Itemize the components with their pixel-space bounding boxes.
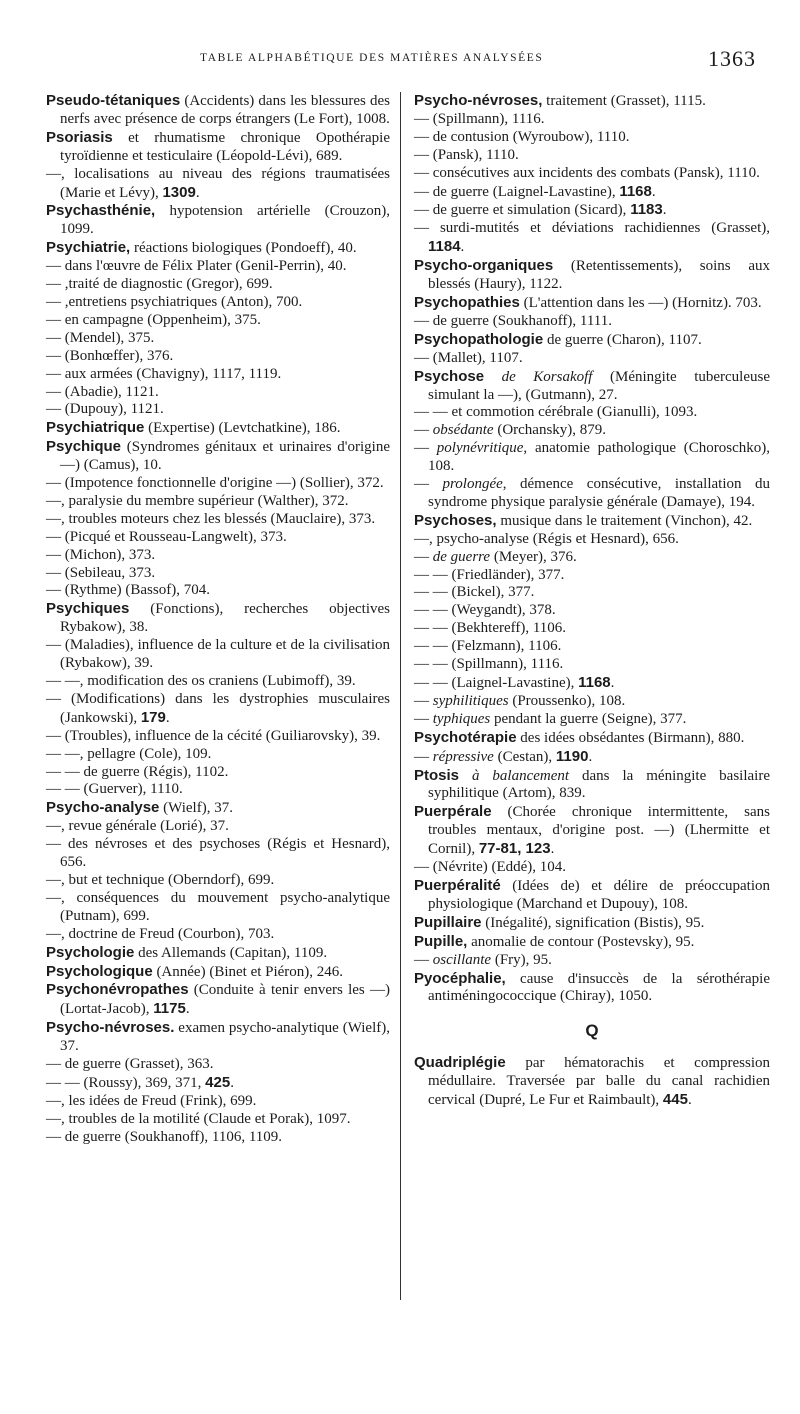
entry-text: et rhumatisme chronique Opothérapie tyroïdienne et testiculaire (Léopold-Lévi), 689. <box>60 129 390 164</box>
index-entry <box>414 549 770 567</box>
index-entry <box>414 220 770 257</box>
entry-term: Quadriplégie <box>414 1054 506 1072</box>
index-entry <box>414 803 770 859</box>
index-entry <box>414 567 770 585</box>
index-entry <box>46 981 390 1019</box>
entry-text: — <box>414 710 433 727</box>
index-entry <box>414 512 770 531</box>
index-entry <box>414 970 770 1007</box>
entry-strong: 1168 <box>619 182 652 200</box>
index-entry <box>46 872 390 890</box>
index-entry <box>46 926 390 944</box>
entry-term: Ptosis <box>414 766 460 784</box>
entry-text: anomalie de contour (Postevsky), 95. <box>467 933 695 950</box>
index-entry <box>46 746 390 764</box>
entry-text: de guerre (Charon), 1107. <box>543 331 702 348</box>
entry-text: (Année) (Binet et Piéron), 246. <box>152 963 344 980</box>
entry-text: —, psycho-analyse (Régis et Hesnard), 656. <box>414 530 679 547</box>
index-entry <box>46 166 390 203</box>
entry-text: — — (Laignel-Lavastine), <box>414 675 579 691</box>
index-entry <box>46 637 390 673</box>
entry-text: —, but et technique (Oberndorf), 699. <box>46 871 275 888</box>
right-column <box>414 92 770 1110</box>
index-entry <box>414 92 770 111</box>
entry-text: —, revue générale (Lorié), 37. <box>46 818 229 835</box>
entry-term: Puerpérale <box>414 803 492 821</box>
entry-strong: 1309 <box>162 183 196 201</box>
entry-italic: obsédante <box>432 422 494 439</box>
index-entry <box>46 438 390 475</box>
entry-tail: . <box>687 1092 692 1109</box>
right-column-after-entries <box>414 1054 770 1110</box>
entry-text: — — et commotion cérébrale (Gianulli), 1093. <box>414 404 698 421</box>
entry-strong: 1190 <box>555 747 589 765</box>
index-entry <box>414 1054 770 1110</box>
entry-text: —, localisations au niveau des régions traumatisées (Marie et Lévy), <box>46 165 390 201</box>
entry-text: — —, pellagre (Cole), 109. <box>46 745 212 762</box>
entry-tail: dans la méningite basilaire syphilitique (Artom), 839. <box>428 767 770 802</box>
index-entry <box>414 952 770 970</box>
index-entry <box>414 674 770 693</box>
entry-strong: 445 <box>662 1091 688 1109</box>
entry-text: — <box>414 951 433 968</box>
entry-italic: à balancement <box>471 767 570 784</box>
entry-text: — (Impotence fonctionnelle d'origine —) (Sollier), 372. <box>46 475 384 492</box>
entry-text: hypotension artérielle (Crouzon), 1099. <box>60 203 390 238</box>
index-entry <box>414 638 770 656</box>
page-number: 1363 <box>708 46 756 71</box>
right-column-entries <box>414 92 770 1006</box>
index-entry <box>46 547 390 565</box>
entry-text: — de guerre (Grasset), 363. <box>46 1056 214 1073</box>
index-entry <box>414 620 770 638</box>
entry-tail: (Orchansky), 879. <box>493 422 607 439</box>
index-entry <box>46 799 390 818</box>
entry-tail: . <box>662 202 667 219</box>
entry-text: — — (Felzmann), 1106. <box>414 638 562 655</box>
entry-italic: prolongée <box>442 476 503 493</box>
entry-text: — en campagne (Oppenheim), 375. <box>46 311 261 328</box>
entry-term: Psychiatrique <box>46 419 145 437</box>
index-entry <box>414 368 770 405</box>
index-entry <box>414 877 770 914</box>
index-entry <box>46 511 390 529</box>
entry-text: (Inégalité), signification (Bistis), 95. <box>481 914 705 931</box>
index-entry <box>46 401 390 419</box>
entry-italic: syphilitiques <box>432 692 509 709</box>
left-column <box>46 92 390 1147</box>
entry-text: —, les idées de Freud (Frink), 699. <box>46 1092 257 1109</box>
index-entry <box>414 350 770 368</box>
index-entry <box>46 258 390 276</box>
entry-text: — surdi-mutités et déviations rachidiennes (Grasset), <box>414 220 770 237</box>
entry-text: — des névroses et des psychoses (Régis et Hesnard), 656. <box>46 836 390 871</box>
entry-term: Psychoses, <box>414 511 497 529</box>
entry-text: réactions biologiques (Pondoeff), 40. <box>130 240 357 257</box>
entry-strong: 77-81, 123 <box>478 840 551 858</box>
index-entry <box>46 963 390 982</box>
entry-text: des idées obsédantes (Birmann), 880. <box>516 729 745 746</box>
entry-text: (Wielf), 37. <box>159 800 233 817</box>
entry-text: — (Spillmann), 1116. <box>414 110 545 127</box>
index-entry <box>46 836 390 872</box>
index-entry <box>414 331 770 350</box>
entry-tail: . <box>185 1001 190 1018</box>
entry-text: des Allemands (Capitan), 1109. <box>134 944 328 961</box>
entry-text: (Expertise) (Levtchatkine), 186. <box>144 420 341 437</box>
entry-term: Pseudo-tétaniques <box>46 92 181 109</box>
entry-text: — (Mendel), 375. <box>46 329 155 346</box>
entry-text <box>484 369 502 385</box>
entry-text: — — (Bekhtereff), 1106. <box>414 620 567 637</box>
index-entry <box>414 767 770 804</box>
entry-text: (L'attention dans les —) (Hornitz). 703. <box>519 294 762 311</box>
entry-tail: , démence consécutive, installation du syndrome physique paralysie générale (Damaye), 194. <box>428 476 770 510</box>
entry-text: — — (Spillmann), 1116. <box>414 656 564 673</box>
entry-text: traitement (Grasset), 1115. <box>542 93 706 109</box>
entry-text: —, troubles de la motilité (Claude et Porak), 1097. <box>46 1110 351 1127</box>
entry-text: — (Dupouy), 1121. <box>46 401 164 418</box>
entry-term: Pupillaire <box>414 913 482 931</box>
entry-text: — <box>414 748 433 765</box>
index-entry <box>46 276 390 294</box>
entry-text: — ,traité de diagnostic (Gregor), 699. <box>46 276 273 293</box>
index-entry <box>46 818 390 836</box>
entry-tail: (Meyer), 376. <box>490 548 577 565</box>
column-divider <box>400 92 401 1300</box>
running-title: TABLE ALPHABÉTIQUE DES MATIÈRES ANALYSÉES <box>200 52 544 64</box>
entry-text: — (Abadie), 1121. <box>46 383 159 400</box>
entry-tail: . <box>460 239 465 256</box>
index-entry <box>46 475 390 493</box>
entry-text: (Fonctions), recherches objectives Rybakow), 38. <box>60 601 390 636</box>
index-entry <box>46 384 390 402</box>
index-entry <box>414 656 770 674</box>
index-entry <box>414 693 770 711</box>
entry-text: par hématorachis et compression médullaire. Traversée par balle du canal rachidien cervical (Dupré, Le Fur et Raimbault), <box>428 1055 770 1109</box>
entry-strong: 425 <box>205 1073 231 1091</box>
entry-text: (Conduite à tenir envers les —) (Lortat-Jacob), <box>60 982 390 1018</box>
entry-tail: . <box>610 675 615 691</box>
index-entry <box>46 92 390 129</box>
entry-text: — <box>414 476 443 493</box>
entry-text: — —, modification des os craniens (Lubimoff), 39. <box>46 673 356 689</box>
index-entry <box>46 239 390 258</box>
entry-text: — — (Friedländer), 377. <box>414 566 565 583</box>
page-header <box>0 22 800 71</box>
entry-text <box>459 768 472 784</box>
entry-text: (Accidents) dans les blessures des nerfs avec présence de corps étrangers (Le Fort), 1008. <box>60 93 390 127</box>
entry-text: — (Modifications) dans les dystrophies musculaires (Jankowski), <box>46 690 390 726</box>
index-entry <box>414 294 770 313</box>
index-entry <box>46 312 390 330</box>
entry-tail: , anatomie pathologique (Choroschko), 108. <box>428 440 771 475</box>
entry-term: Pyocéphalie, <box>414 969 506 987</box>
index-entry <box>46 419 390 438</box>
index-entry <box>414 476 770 512</box>
entry-text: — <box>414 422 433 439</box>
entry-italic: oscillante <box>432 951 492 968</box>
index-entry <box>46 1129 390 1147</box>
entry-text: (Idées de) et délire de préoccupation physiologique (Marchand et Dupouy), 108. <box>428 877 770 912</box>
entry-text: —, conséquences du mouvement psycho-analytique (Putnam), 699. <box>46 889 390 924</box>
entry-text: — — (Weygandt), 378. <box>414 602 556 619</box>
entry-tail: . <box>165 709 170 726</box>
entry-text: — — (Guerver), 1110. <box>46 781 183 798</box>
entry-term: Psychiques <box>46 600 130 618</box>
entry-text: — — (Roussy), 369, 371, <box>46 1074 206 1091</box>
entry-text: — de guerre (Laignel-Lavastine), <box>414 183 620 200</box>
index-entry <box>46 529 390 547</box>
entry-text: — (Michon), 373. <box>46 546 156 563</box>
entry-italic: typhiques <box>432 710 491 727</box>
index-entry <box>46 1019 390 1056</box>
entry-tail: (Cestan), <box>493 748 556 765</box>
entry-text: — (Picqué et Rousseau-Langwelt), 373. <box>46 528 287 545</box>
entry-text: — de guerre (Soukhanoff), 1106, 1109. <box>46 1128 283 1145</box>
index-entry <box>46 582 390 600</box>
index-entry <box>414 257 770 294</box>
index-entry <box>414 165 770 183</box>
index-entry <box>414 729 770 748</box>
entry-text: (Syndromes génitaux et urinaires d'origine —) (Camus), 10. <box>60 439 390 474</box>
entry-strong: 1183 <box>630 201 663 219</box>
entry-term: Psychiatrie, <box>46 239 131 257</box>
index-entry <box>414 602 770 620</box>
entry-italic: de guerre <box>432 548 491 565</box>
index-entry <box>46 348 390 366</box>
index-entry <box>46 1074 390 1093</box>
entry-term: Psychonévropathes <box>46 981 189 999</box>
entry-text: —, doctrine de Freud (Courbon), 703. <box>46 925 275 942</box>
entry-text: — (Troubles), influence de la cécité (Guiliarovsky), 39. <box>46 727 381 744</box>
entry-term: Puerpéralité <box>414 876 501 894</box>
index-entry <box>414 584 770 602</box>
entry-strong: 1168 <box>578 674 611 691</box>
entry-text: — dans l'œuvre de Félix Plater (Genil-Perrin), 40. <box>46 258 347 275</box>
index-entry <box>414 531 770 549</box>
index-entry <box>414 201 770 220</box>
entry-text: —, paralysie du membre supérieur (Walther), 372. <box>46 492 349 509</box>
section-letter: Q <box>585 1021 599 1041</box>
entry-text: — — de guerre (Régis), 1102. <box>46 763 229 780</box>
entry-italic: polynévritique <box>436 440 524 457</box>
index-entry <box>414 147 770 165</box>
entry-term: Psychologique <box>46 962 153 980</box>
index-entry <box>414 422 770 440</box>
index-entry <box>46 890 390 926</box>
entry-term: Psychologie <box>46 943 135 961</box>
entry-text: (Retentissements), soins aux blessés (Haury), 1122. <box>428 258 770 293</box>
entry-italic: répressive <box>432 748 494 765</box>
index-entry <box>414 183 770 202</box>
entry-text: — (Névrite) (Eddé), 104. <box>414 859 567 876</box>
entry-tail: pendant la guerre (Seigne), 377. <box>490 710 687 727</box>
index-entry <box>46 764 390 782</box>
entry-tail: (Méningite tuberculeuse simulant la —), (Gutmann), 27. <box>428 368 770 403</box>
index-entry <box>46 944 390 963</box>
entry-text: — de contusion (Wyroubow), 1110. <box>414 128 630 145</box>
entry-term: Psychose <box>414 367 485 385</box>
entry-term: Psychotérapie <box>414 728 517 746</box>
entry-text: — de guerre et simulation (Sicard), <box>414 202 631 219</box>
entry-term: Psycho-organiques <box>414 257 554 275</box>
entry-text: — <box>414 548 433 565</box>
entry-strong: 1175 <box>153 1000 186 1018</box>
entry-text: examen psycho-analytique (Wielf), 37. <box>60 1020 390 1055</box>
index-entry <box>46 691 390 728</box>
entry-text: — <box>414 692 433 709</box>
index-entry <box>46 1111 390 1129</box>
entry-term: Psychopathologie <box>414 330 544 348</box>
index-entry <box>46 202 390 239</box>
entry-text: musique dans le traitement (Vinchon), 42. <box>496 512 753 529</box>
index-entry <box>414 440 770 476</box>
entry-strong: 1184 <box>428 238 461 256</box>
index-entry <box>414 859 770 877</box>
index-entry <box>46 294 390 312</box>
entry-term: Psycho-névroses, <box>414 92 543 109</box>
index-entry <box>414 914 770 933</box>
index-entry <box>414 129 770 147</box>
index-entry <box>46 673 390 691</box>
entry-tail: . <box>195 184 200 201</box>
entry-text: — aux armées (Chavigny), 1117, 1119. <box>46 365 282 382</box>
index-entry <box>414 711 770 729</box>
entry-term: Pupille, <box>414 932 468 950</box>
index-entry <box>414 313 770 331</box>
index-entry <box>46 600 390 637</box>
entry-text: — consécutives aux incidents des combats (Pansk), 1110. <box>414 164 760 181</box>
index-entry <box>46 1093 390 1111</box>
index-entry <box>46 129 390 166</box>
entry-tail: (Proussenko), 108. <box>508 692 626 709</box>
entry-text: — (Rythme) (Bassof), 704. <box>46 582 210 599</box>
entry-term: Psycho-analyse <box>46 799 160 817</box>
entry-term: Psycho-névroses. <box>46 1019 175 1037</box>
entry-text: — ,entretiens psychiatriques (Anton), 700. <box>46 293 303 310</box>
entry-tail: . <box>651 183 656 200</box>
entry-tail: . <box>550 841 555 858</box>
entry-text: — (Sebileau, 373. <box>46 564 156 581</box>
index-entry <box>46 1056 390 1074</box>
entry-text: — de guerre (Soukhanoff), 1111. <box>414 312 613 329</box>
entry-italic: de Korsakoff <box>501 368 593 385</box>
entry-text: — — (Bickel), 377. <box>414 584 535 601</box>
entry-term: Psoriasis <box>46 128 113 146</box>
index-entry <box>414 933 770 952</box>
entry-tail2: . <box>588 748 593 765</box>
entry-tail: (Fry), 95. <box>491 951 552 968</box>
index-entry <box>46 493 390 511</box>
index-entry <box>46 565 390 583</box>
entry-strong: 179 <box>140 708 166 726</box>
index-entry <box>414 111 770 129</box>
entry-tail: . <box>230 1074 234 1091</box>
index-entry <box>46 330 390 348</box>
entry-text: —, troubles moteurs chez les blessés (Mauclaire), 373. <box>46 510 376 527</box>
entry-text: (Chorée chronique intermittente, sans troubles mentaux, d'origine post. —) (Lhermitte et Cornil), <box>428 804 770 858</box>
index-entry <box>46 366 390 384</box>
entry-text: — (Pansk), 1110. <box>414 146 519 163</box>
entry-text: — <box>414 440 437 457</box>
entry-term: Psychopathies <box>414 293 520 311</box>
index-entry <box>46 781 390 799</box>
index-entry <box>414 404 770 422</box>
entry-text: cause d'insuccès de la sérothérapie antiméningococcique (Chiray), 1050. <box>428 970 770 1005</box>
entry-text: — (Mallet), 1107. <box>414 349 523 366</box>
index-entry <box>46 728 390 746</box>
index-entry <box>414 748 770 767</box>
entry-term: Psychique <box>46 438 122 456</box>
entry-term: Psychasthénie, <box>46 202 156 220</box>
entry-text: — (Maladies), influence de la culture et de la civilisation (Rybakow), 39. <box>46 637 390 672</box>
entry-text: — (Bonhœffer), 376. <box>46 347 174 364</box>
